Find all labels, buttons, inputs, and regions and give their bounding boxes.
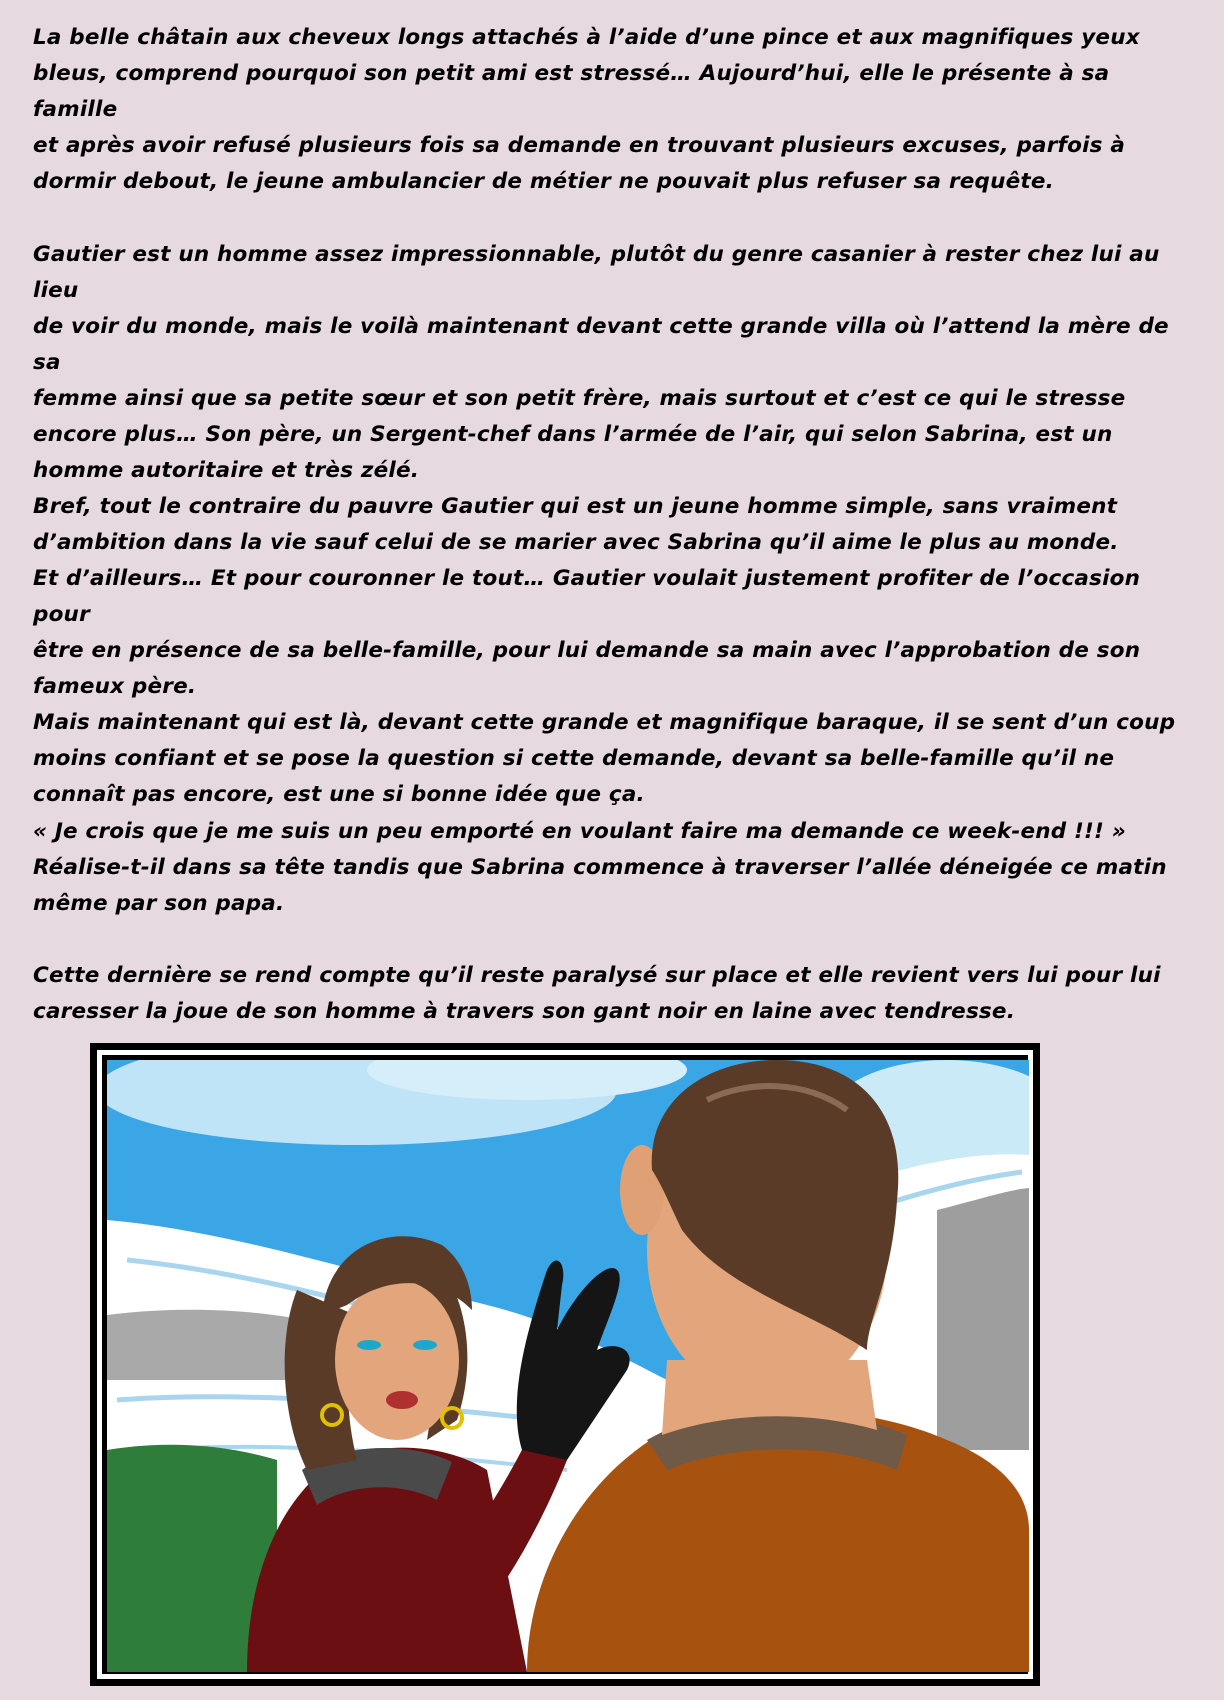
text-line: Gautier est un homme assez impressionnable, plutôt du genre casanier à rester chez lui au lieu (33, 242, 1160, 303)
text-line: fameux père. (33, 674, 197, 699)
text-line: Mais maintenant qui est là, devant cette grande et magnifique baraque, il se sent d’un coup (33, 710, 1176, 735)
text-line: femme ainsi que sa petite sœur et son petit frère, mais surtout et c’est ce qui le stresse (33, 386, 1126, 411)
text-line: encore plus… Son père, un Sergent-chef dans l’armée de l’air, qui selon Sabrina, est un (33, 422, 1113, 447)
text-line: Bref, tout le contraire du pauvre Gautier qui est un jeune homme simple, sans vraiment (33, 494, 1118, 519)
text-line: La belle châtain aux cheveux longs attachés à l’aide d’une pince et aux magnifiques yeux (33, 25, 1140, 50)
text-line: Et d’ailleurs… Et pour couronner le tout… Gautier voulait justement profiter de l’occasion pour (33, 566, 1141, 627)
text-line: de voir du monde, mais le voilà maintenant devant cette grande villa où l’attend la mère de sa (33, 314, 1169, 375)
text-line: caresser la joue de son homme à travers son gant noir en laine avec tendresse. (33, 999, 1016, 1024)
text-line: moins confiant et se pose la question si cette demande, devant sa belle-famille qu’il ne (33, 746, 1115, 771)
text-line: « Je crois que je me suis un peu emporté en voulant faire ma demande ce week-end !!! » (33, 819, 1126, 844)
text-line: homme autoritaire et très zélé. (33, 458, 420, 483)
frame-inner-border (102, 1055, 1028, 1674)
text-line: Réalise-t-il dans sa tête tandis que Sabrina commence à traverser l’allée déneigée ce matin (33, 855, 1167, 880)
woman-eye (413, 1340, 437, 1350)
text-line: d’ambition dans la vie sauf celui de se marier avec Sabrina qu’il aime le plus au monde. (33, 530, 1119, 555)
comic-panel-frame (90, 1043, 1040, 1686)
paragraph-2 (33, 237, 1198, 489)
text-line: Cette dernière se rend compte qu’il reste paralysé sur place et elle revient vers lui pour lui (33, 963, 1161, 988)
text-line: être en présence de sa belle-famille, pour lui demande sa main avec l’approbation de son (33, 638, 1141, 663)
text-line: connaît pas encore, est une si bonne idée que ça. (33, 782, 645, 807)
text-line: dormir debout, le jeune ambulancier de métier ne pouvait plus refuser sa requête. (33, 169, 1055, 194)
text-line: bleus, comprend pourquoi son petit ami est stressé… Aujourd’hui, elle le présente à sa famille (33, 61, 1110, 122)
text-line: et après avoir refusé plusieurs fois sa demande en trouvant plusieurs excuses, parfois à (33, 133, 1126, 158)
paragraph-3 (33, 489, 1198, 813)
woman-eye (357, 1340, 381, 1350)
paragraph-1 (33, 20, 1198, 200)
woman-mouth (386, 1391, 418, 1409)
comic-panel-illustration (107, 1060, 1029, 1672)
frame-white-border (97, 1050, 1033, 1679)
paragraph-5 (33, 958, 1198, 1030)
grey-rock-right (937, 1188, 1029, 1450)
text-line: même par son papa. (33, 891, 285, 916)
paragraph-4 (33, 814, 1198, 922)
